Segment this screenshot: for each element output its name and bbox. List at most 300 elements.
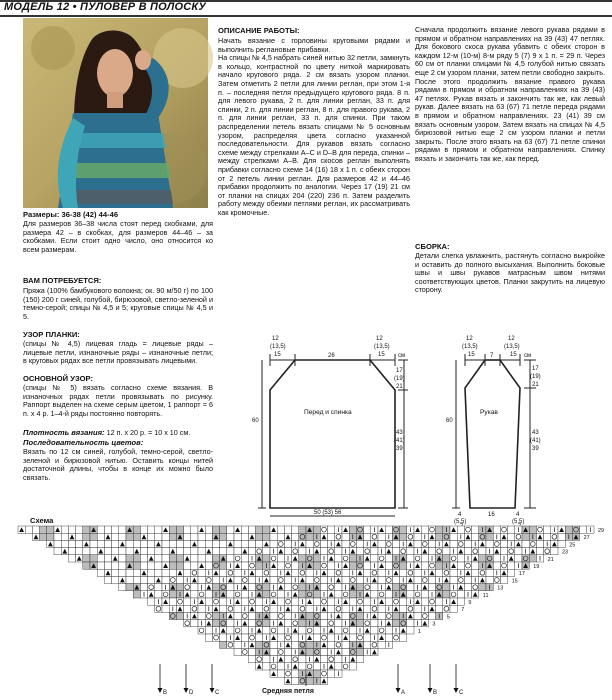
scheme-cell (169, 591, 176, 598)
scheme-cell (493, 555, 500, 562)
scheme-cell (227, 627, 234, 634)
scheme-cell (558, 533, 565, 540)
scheme-cell (191, 555, 198, 562)
scheme-cell (220, 540, 227, 547)
scheme-cell (306, 612, 313, 619)
scheme-arrow-head (454, 688, 459, 693)
scheme-cell (119, 555, 126, 562)
scheme-cell (76, 548, 83, 555)
scheme-cell (414, 612, 421, 619)
scheme-cell (184, 562, 191, 569)
scheme-cell (421, 591, 428, 598)
scheme-cell (450, 540, 457, 547)
scheme-cell (104, 526, 111, 533)
scheme-cell (277, 533, 284, 540)
scheme-cell (155, 526, 162, 533)
scheme-cell (385, 598, 392, 605)
scheme-arrow-label: A (401, 690, 406, 696)
scheme-cell (184, 548, 191, 555)
scheme-cell (220, 641, 227, 648)
scheme-cell (320, 612, 327, 619)
scheme-cell (126, 533, 133, 540)
scheme-cell (450, 533, 457, 540)
scheme-cell (313, 634, 320, 641)
scheme-cell (119, 569, 126, 576)
scheme-cell (256, 562, 263, 569)
scheme-cell (364, 569, 371, 576)
scheme-cell (378, 533, 385, 540)
scheme-cell (148, 576, 155, 583)
sleeve-top-left-a: 12 (466, 336, 473, 342)
scheme-cell (472, 569, 479, 576)
scheme-cell (508, 562, 515, 569)
scheme-cell (436, 562, 443, 569)
scheme-cell (306, 648, 313, 655)
scheme-cell (112, 569, 119, 576)
scheme-cell (299, 656, 306, 663)
scheme-cell (328, 598, 335, 605)
scheme-cell (400, 634, 407, 641)
scheme-cell (529, 526, 536, 533)
scheme-cell (464, 584, 471, 591)
scheme-cell (414, 605, 421, 612)
scheme-cell (205, 562, 212, 569)
front-top-right-b: (13,5) (374, 344, 390, 350)
scheme-cell (392, 620, 399, 627)
scheme-cell (335, 591, 342, 598)
scheme-center-label: Средняя петля (262, 688, 314, 695)
scheme-cell (119, 533, 126, 540)
sleeve-top-center: 7 (490, 353, 494, 359)
scheme-cell (155, 584, 162, 591)
sleeve-label: Рукав (480, 409, 498, 416)
scheme-cell (378, 612, 385, 619)
scheme-row-number: 21 (547, 556, 554, 563)
sleeve-right-19: (19) (530, 374, 541, 380)
scheme-cell (176, 612, 183, 619)
scheme-cell (54, 548, 61, 555)
placket-pattern-text: (спицы № 4,5) лицевая гладь = лицевые ряды – лицевые петли, изнаночные ряды – изнаночные петли; в круговых рядах все петли провязывать лицевыми. (23, 339, 213, 366)
scheme-cell (407, 555, 414, 562)
colors-text: Вязать по 12 см синей, голубой, темно-серой, светло-зеленой и бирюзовой нитью. Оставить концы нитей достаточной длины, чтобы в конце их можно было связать. (23, 447, 213, 482)
scheme-cell (364, 526, 371, 533)
scheme-cell (234, 548, 241, 555)
scheme-cell (184, 533, 191, 540)
scheme-cell (320, 648, 327, 655)
scheme-cell (356, 648, 363, 655)
scheme-cell (256, 526, 263, 533)
scheme-cell (263, 620, 270, 627)
scheme-cell (97, 562, 104, 569)
scheme-cell (500, 540, 507, 547)
scheme-cell (112, 533, 119, 540)
scheme-cell (464, 576, 471, 583)
scheme-row-number: 7 (461, 607, 465, 614)
sizes-text: Для размеров 36–38 числа стоят перед скобками, для размера 42 – в скобках, для размеров 44–46 – за скобками. Если стоит одно число, оно относится ко всем размерам. (23, 219, 213, 254)
main-pattern-heading: ОСНОВНОЙ УЗОР: (23, 374, 94, 383)
scheme-cell (328, 562, 335, 569)
scheme-cell (112, 562, 119, 569)
scheme-cell (212, 555, 219, 562)
scheme-cell (292, 634, 299, 641)
scheme-cell (400, 533, 407, 540)
scheme-row-number: 19 (533, 564, 540, 570)
scheme-cell (270, 612, 277, 619)
scheme-cell (356, 584, 363, 591)
scheme-cell (119, 584, 126, 591)
density-line (23, 428, 213, 438)
scheme-cell (68, 548, 75, 555)
scheme-cell (450, 569, 457, 576)
scheme-cell (328, 569, 335, 576)
scheme-row-number: 27 (583, 535, 590, 542)
scheme-cell (133, 591, 140, 598)
front-right-41: (41) (394, 438, 405, 444)
scheme-cell (292, 677, 299, 684)
scheme-cell (212, 548, 219, 555)
scheme-cell (220, 605, 227, 612)
scheme-cell (392, 584, 399, 591)
scheme-cell (126, 555, 133, 562)
sleeve-top-right-c: 15 (510, 352, 517, 358)
scheme-cell (428, 612, 435, 619)
scheme-cell (335, 627, 342, 634)
scheme-cell (284, 584, 291, 591)
scheme-cell (486, 533, 493, 540)
scheme-cell (457, 591, 464, 598)
scheme-cell (457, 555, 464, 562)
pattern-sleeve (440, 330, 580, 525)
scheme-cell (371, 627, 378, 634)
scheme-cell (428, 540, 435, 547)
scheme-cell (25, 526, 32, 533)
scheme-cell (356, 576, 363, 583)
front-left-60: 60 (252, 418, 259, 424)
scheme-cell (256, 598, 263, 605)
scheme-cell (205, 533, 212, 540)
scheme-cell (284, 576, 291, 583)
scheme-cell (248, 620, 255, 627)
scheme-cell (205, 555, 212, 562)
scheme-cell (328, 670, 335, 677)
scheme-cell (176, 540, 183, 547)
scheme-row-number: 9 (468, 600, 472, 606)
scheme-cell (313, 627, 320, 634)
scheme-cell (220, 562, 227, 569)
scheme-row-number: 1 (418, 628, 422, 635)
scheme-cell (205, 540, 212, 547)
scheme-cell (241, 627, 248, 634)
scheme-cell (112, 548, 119, 555)
scheme-cell (40, 526, 47, 533)
scheme-cell (313, 598, 320, 605)
scheme-cell (148, 533, 155, 540)
scheme-cell (90, 555, 97, 562)
scheme-cell (414, 576, 421, 583)
scheme-cell (508, 533, 515, 540)
scheme-cell (299, 584, 306, 591)
scheme-cell (256, 540, 263, 547)
knitting-scheme (0, 524, 612, 700)
colors-heading: Последовательность цветов: (23, 438, 144, 447)
scheme-cell (299, 591, 306, 598)
scheme-cell (148, 569, 155, 576)
scheme-cell (263, 656, 270, 663)
scheme-cell (205, 526, 212, 533)
scheme-cell (277, 555, 284, 562)
scheme-cell (83, 533, 90, 540)
scheme-cell (104, 562, 111, 569)
scheme-cell (392, 548, 399, 555)
scheme-cell (328, 533, 335, 540)
scheme-cell (162, 569, 169, 576)
scheme-cell (364, 634, 371, 641)
scheme-cell (169, 569, 176, 576)
scheme-cell (241, 591, 248, 598)
scheme-cell (47, 526, 54, 533)
density-value: 12 п. x 20 р. = 10 x 10 см. (106, 428, 191, 437)
scheme-row-number: 15 (511, 578, 518, 585)
scheme-cell (248, 584, 255, 591)
scheme-cell (400, 526, 407, 533)
front-top-right-c: 15 (378, 352, 385, 358)
scheme-cell (76, 533, 83, 540)
placket-pattern-heading: УЗОР ПЛАНКИ: (23, 330, 80, 339)
scheme-cell (76, 540, 83, 547)
scheme-cell (184, 540, 191, 547)
scheme-cell (176, 584, 183, 591)
scheme-cell (364, 562, 371, 569)
sleeve-right-17: 17 (532, 366, 539, 372)
scheme-cell (328, 641, 335, 648)
sleeve-top-left-b: (13,5) (462, 344, 478, 350)
work-description-text: Начать вязание с горловины круговыми рядами и выполнить реглановые прибавки. На спицы № 4,5 набрать синей нитью 32 петли, замкнуть в кольцо, контрастной по цвету ниткой маркировать начало кругового ряда. 2 см вязать узором планки. Затем отметить 2 петли для линии реглан, при этом 1-я п. – последняя петля предыдущего кругового ряда. 8 п. для левого рукава, 2 п. для линии реглан, 33 п. для спинки, 2 п. для линии реглан, 8 п. для правого рукава, 2 п. для линии реглан, 33 п. для спинки. При таком распределении петель вязать спицами № 5 основным узором, распределяя цвета согласно указанной последовательности. Для рукавов вязать согласно схеме между стрелками А–С и D–B для переда, спинки – между стрелками А–В. Для скосов реглан выполнять прибавки согласно схеме 14 (16) 18 x 1 п. с обеих сторон от 2 петель линии реглан. Для размеров 42 и 44–46 прибавки продолжить по аналогии. Через 17 (19) 21 см от планки на спицах 204 (220) 236 п. Затем разделить работу между обеими петлями реглан, их рассматривать как кромочные. (218, 36, 410, 217)
scheme-cell (486, 576, 493, 583)
scheme-cell (191, 584, 198, 591)
scheme-cell (292, 562, 299, 569)
scheme-cell (256, 533, 263, 540)
scheme-cell (155, 533, 162, 540)
scheme-cell (292, 569, 299, 576)
front-bottom: 50 (53) 56 (314, 510, 342, 516)
scheme-cell (263, 555, 270, 562)
scheme-cell (140, 526, 147, 533)
scheme-cell (464, 548, 471, 555)
scheme-cell (126, 569, 133, 576)
scheme-cell (155, 555, 162, 562)
scheme-cell (227, 591, 234, 598)
scheme-cell (400, 562, 407, 569)
scheme-cell (292, 526, 299, 533)
scheme-cell (263, 584, 270, 591)
scheme-cell (385, 562, 392, 569)
scheme-cell (320, 656, 327, 663)
scheme-cell (277, 627, 284, 634)
scheme-cell (220, 548, 227, 555)
scheme-cell (191, 591, 198, 598)
scheme-cell (436, 569, 443, 576)
scheme-cell (313, 663, 320, 670)
scheme-cell (148, 562, 155, 569)
scheme-cell (198, 612, 205, 619)
scheme-cell (299, 555, 306, 562)
main-pattern-text: (спицы № 5) вязать согласно схеме вязания. В изнаночных рядах петли провязывать по рисунку. Раппорт выделен на схеме серым цветом, 1 раппорт = 6 п. х 4 р. 1–4-й ряды постоянно повторять. (23, 383, 213, 418)
scheme-row-number: 29 (598, 528, 605, 534)
scheme-cell (140, 576, 147, 583)
sleeve-right-39: 39 (532, 446, 539, 452)
scheme-cell (227, 548, 234, 555)
scheme-cell (277, 670, 284, 677)
scheme-cell (32, 526, 39, 533)
scheme-cell (313, 562, 320, 569)
scheme-cell (385, 591, 392, 598)
scheme-cell (392, 576, 399, 583)
scheme-cell (277, 598, 284, 605)
sleeve-description-text: Сначала продолжить вязание левого рукава рядами в прямом и обратном направлениях на 39 (43) 47 петлях. Для бокового скоса рукава убавить с обеих сторон в каждом 12-м (10-м) 8-м ряду 5 (7) 9 x 1 п. = 29 п. Через 60 см от планки спицами № 4,5 голубой нитью связать еще 2 см узором планки, затем петли свободно закрыть. После этого продолжить вязание правого рукава рядами в прямом и обратном направлениях на 39 (43) 47 петлях. Рукав вязать и закончить так же, как левый рукав. Далее вязать на 63 (67) 71 петле переда рядами в прямом и обратном направлениях. 23 (41) 39 см вязать основным узором. Затем вязать на спицах № 4,5 бирюзовой нитью еще 2 см узором планки и петли закрыть. После этого вязать на 63 (67) 71 петле спинки рядами в прямом и обратном направлениях. Спинку вязать и закончить так же, как перед. (415, 25, 605, 163)
front-top-left-a: 12 (272, 336, 279, 342)
scheme-cell (220, 526, 227, 533)
scheme-cell (320, 584, 327, 591)
scheme-cell (198, 548, 205, 555)
scheme-cell (284, 648, 291, 655)
scheme-cell (349, 562, 356, 569)
scheme-cell (493, 526, 500, 533)
scheme-cell (428, 584, 435, 591)
scheme-cell (335, 555, 342, 562)
scheme-cell (378, 540, 385, 547)
scheme-arrow-label: B (163, 690, 168, 696)
scheme-cell (443, 548, 450, 555)
sizes-heading: Размеры: 36-38 (42) 44-46 (23, 210, 119, 219)
scheme-cell (306, 576, 313, 583)
scheme-cell (313, 591, 320, 598)
scheme-cell (90, 540, 97, 547)
scheme-cell (140, 584, 147, 591)
scheme-cell (169, 598, 176, 605)
scheme-cell (371, 555, 378, 562)
scheme-cell (270, 569, 277, 576)
scheme-cell (356, 612, 363, 619)
scheme-cell (515, 555, 522, 562)
scheme-cell (486, 569, 493, 576)
scheme-arrow-label: B (433, 690, 438, 696)
assembly-text: Детали слегка увлажнить, растянуть согласно выкройке и оставить до полного высыхания. Выполнить боковые швы и швы рукавов матрасным швом нитями соответствующих цветов. Планки закрутить на лицевую сторону. (415, 251, 605, 295)
scheme-cell (407, 584, 414, 591)
scheme-cell (169, 562, 176, 569)
front-unit: см (398, 353, 406, 359)
scheme-cell (270, 540, 277, 547)
sleeve-unit: см (524, 353, 532, 359)
front-top-center: 26 (328, 353, 335, 359)
scheme-cell (479, 584, 486, 591)
scheme-cell (306, 540, 313, 547)
scheme-cell (263, 663, 270, 670)
scheme-cell (443, 555, 450, 562)
scheme-cell (522, 533, 529, 540)
scheme-cell (515, 548, 522, 555)
scheme-cell (335, 656, 342, 663)
scheme-cell (479, 548, 486, 555)
scheme-cell (292, 670, 299, 677)
scheme-cell (234, 569, 241, 576)
scheme-cell (306, 677, 313, 684)
scheme-cell (112, 526, 119, 533)
scheme-cell (349, 634, 356, 641)
scheme-cell (248, 648, 255, 655)
scheme-cell (392, 540, 399, 547)
scheme-cell (414, 533, 421, 540)
scheme-cell (428, 576, 435, 583)
scheme-cell (349, 591, 356, 598)
scheme-cell (328, 634, 335, 641)
sleeve-right-43: 43 (532, 430, 539, 436)
scheme-cell (414, 540, 421, 547)
scheme-cell (342, 648, 349, 655)
scheme-cell (558, 540, 565, 547)
scheme-cell (148, 548, 155, 555)
scheme-cell (385, 526, 392, 533)
scheme-cell (220, 533, 227, 540)
scheme-cell (313, 526, 320, 533)
scheme-cell (234, 648, 241, 655)
scheme-cell (176, 548, 183, 555)
front-top-right-a: 12 (376, 336, 383, 342)
scheme-cell (119, 548, 126, 555)
scheme-cell (342, 612, 349, 619)
front-right-39: 39 (396, 446, 403, 452)
scheme-cell (292, 605, 299, 612)
scheme-cell (486, 540, 493, 547)
scheme-cell (263, 591, 270, 598)
scheme-cell (119, 526, 126, 533)
sleeve-right-21: 21 (532, 382, 539, 388)
scheme-cell (385, 627, 392, 634)
scheme-cell (277, 591, 284, 598)
scheme-cell (277, 634, 284, 641)
front-right-17: 17 (396, 368, 403, 374)
scheme-cell (133, 533, 140, 540)
scheme-cell (68, 540, 75, 547)
scheme-cell (284, 526, 291, 533)
scheme-cell (169, 540, 176, 547)
scheme-cell (198, 576, 205, 583)
sleeve-top-right-a: 12 (508, 336, 515, 342)
scheme-cell (140, 562, 147, 569)
sleeve-bottom-left-b: (5,5) (454, 519, 467, 525)
page-title: МОДЕЛЬ 12 • ПУЛОВЕР В ПОЛОСКУ (4, 1, 206, 13)
scheme-cell (443, 584, 450, 591)
scheme-cell (443, 591, 450, 598)
scheme-cell (83, 548, 90, 555)
scheme-cell (292, 641, 299, 648)
scheme-cell (335, 548, 342, 555)
scheme-cell (342, 605, 349, 612)
scheme-row-number: 5 (446, 614, 450, 621)
scheme-cell (227, 620, 234, 627)
scheme-cell (342, 641, 349, 648)
scheme-cell (299, 663, 306, 670)
scheme-cell (68, 555, 75, 562)
scheme-cell (320, 620, 327, 627)
scheme-row-number: 3 (432, 621, 436, 628)
scheme-cell (313, 670, 320, 677)
scheme-cell (436, 526, 443, 533)
scheme-cell (126, 576, 133, 583)
scheme-row-number: 11 (482, 592, 489, 599)
scheme-cell (472, 533, 479, 540)
scheme-cell (104, 576, 111, 583)
scheme-cell (356, 656, 363, 663)
